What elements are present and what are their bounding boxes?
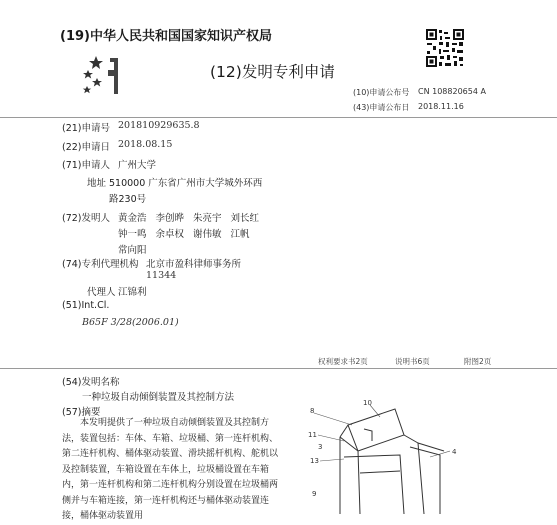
int-cl: B65F 3/28(2006.01) (82, 317, 179, 328)
figure-label-8: 8 (310, 407, 315, 415)
agent: 江锦利 (118, 287, 147, 298)
application-date: 2018.08.15 (118, 139, 173, 150)
claims-pages: 权利要求书2页 (318, 357, 368, 366)
invention-title: 一种垃圾自动倾倒装置及其控制方法 (82, 392, 235, 403)
address-label: 地址 (87, 178, 107, 189)
abstract-text: 本发明提供了一种垃圾自动倾倒装置及其控制方法，装置包括：车体、车箱、垃圾桶、第一连杆机构、第二连杆机构、桶体驱动装置、滑块摇杆机构、舵机以及控制装置，车箱设置在车体上，垃圾桶设置在车箱内，第一连杆机构和第二连杆机构分别设置在垃圾桶两侧并与车箱连接，第一连杆机构还与桶体驱动装置连接，桶体驱动装置用 (62, 418, 279, 521)
document-type: (12)发明专利申请 (210, 63, 335, 81)
invention-title-label: (54)发明名称 (62, 377, 120, 388)
figure-label-9: 9 (312, 490, 317, 498)
application-date-label: (22)申请日 (62, 142, 111, 153)
applicant: 广州大学 (118, 160, 157, 171)
agency-code: 11344 (146, 270, 177, 281)
agency: 北京市盈科律师事务所 (146, 259, 242, 270)
application-number-label: (21)申请号 (62, 123, 111, 134)
figure-label-10: 10 (363, 399, 372, 407)
drawings-pages: 附图2页 (464, 357, 492, 366)
application-number: 201810929635.8 (118, 120, 200, 131)
summary-divider (0, 368, 557, 369)
address-line-1: 510000 广东省广州市大学城外环西 (109, 178, 263, 189)
patent-figure (300, 395, 450, 514)
figure-label-4: 4 (452, 448, 457, 456)
publication-number-label: (10)申请公布号 (353, 88, 410, 97)
agency-label: (74)专利代理机构 (62, 259, 139, 270)
figure-label-3: 3 (318, 443, 323, 451)
inventors-line-2: 钟一鸣 余卓权 谢伟敏 江帆 (118, 229, 250, 240)
int-cl-label: (51)Int.Cl. (62, 300, 110, 311)
description-pages: 说明书6页 (395, 357, 430, 366)
figure-label-11: 11 (308, 431, 317, 439)
figure-label-13: 13 (310, 457, 319, 465)
inventors-label: (72)发明人 (62, 213, 111, 224)
inventors-line-3: 常向阳 (118, 245, 147, 256)
applicant-label: (71)申请人 (62, 160, 111, 171)
publication-date-label: (43)申请公布日 (353, 103, 410, 112)
publication-date: 2018.11.16 (418, 102, 464, 111)
qr-code-icon (425, 28, 465, 68)
office-header: (19)中华人民共和国国家知识产权局 (60, 29, 272, 44)
address-line-2: 路230号 (109, 194, 147, 205)
publication-number: CN 108820654 A (418, 87, 486, 96)
header-divider (0, 117, 557, 118)
abstract-label: (57)摘要 (62, 407, 101, 418)
inventors-line-1: 黄金浩 李创晔 朱亮宇 刘长红 (118, 213, 260, 224)
cnipa-logo-icon (80, 50, 130, 100)
agent-label: 代理人 (87, 287, 116, 298)
